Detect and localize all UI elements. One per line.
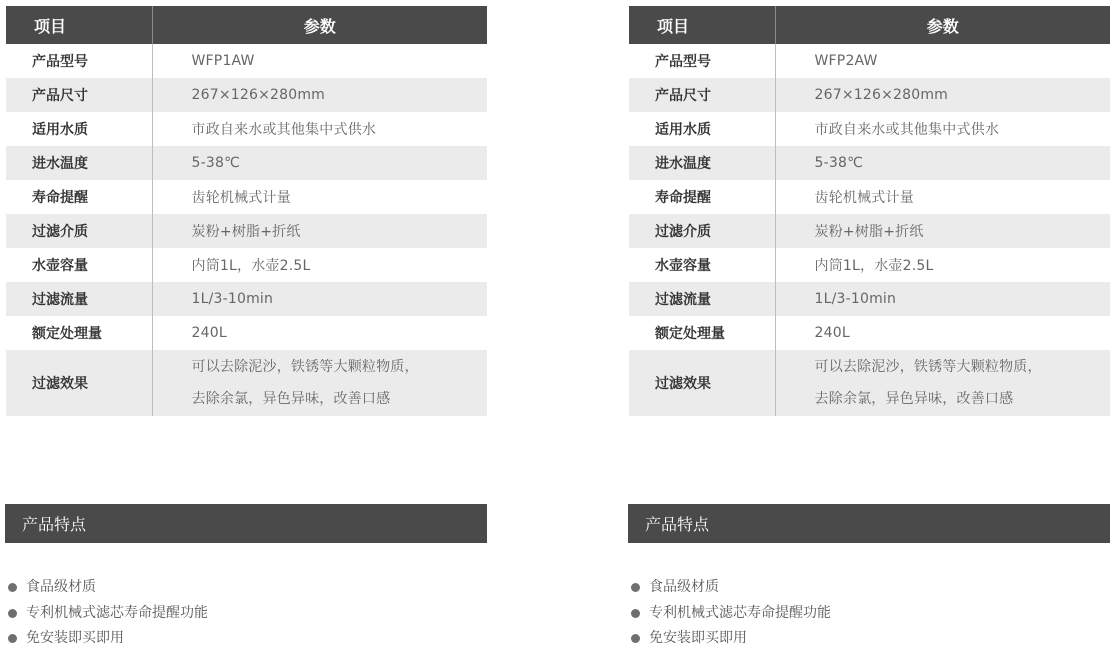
list-item xyxy=(628,601,1110,627)
row-key: 过滤流量 xyxy=(629,282,775,316)
table-row xyxy=(6,78,487,112)
table-row xyxy=(629,112,1110,146)
feature-text: 专利机械式滤芯寿命提醒功能 xyxy=(649,604,831,621)
features-section-left xyxy=(5,504,487,652)
row-key: 寿命提醒 xyxy=(629,180,775,214)
feature-text: 免安装即买即用 xyxy=(649,630,747,646)
row-key: 产品型号 xyxy=(6,44,152,78)
row-value: 市政自来水或其他集中式供水 xyxy=(152,112,487,146)
column-header-item: 项目 xyxy=(6,6,152,44)
row-value: 5-38℃ xyxy=(152,146,487,180)
row-value: 炭粉+树脂+折纸 xyxy=(152,214,487,248)
table-row xyxy=(629,248,1110,282)
row-value: WFP2AW xyxy=(775,44,1110,78)
list-item xyxy=(628,575,1110,601)
list-item xyxy=(5,601,487,627)
features-title: 产品特点 xyxy=(5,504,487,543)
bullet-dot-icon xyxy=(8,609,17,618)
features-list xyxy=(5,575,487,652)
row-key: 产品尺寸 xyxy=(6,78,152,112)
row-key: 适用水质 xyxy=(629,112,775,146)
list-item xyxy=(5,575,487,601)
spec-table-wfp2aw-panel xyxy=(629,6,1110,416)
table-row xyxy=(629,146,1110,180)
row-key: 过滤介质 xyxy=(6,214,152,248)
column-header-value: 参数 xyxy=(775,6,1110,44)
table-header-row xyxy=(6,6,487,44)
row-value: 240L xyxy=(152,316,487,350)
table-row xyxy=(6,282,487,316)
table-row xyxy=(629,44,1110,78)
row-value-line: 去除余氯，异色异味，改善口感 xyxy=(191,391,391,407)
row-value: 5-38℃ xyxy=(775,146,1110,180)
column-header-item: 项目 xyxy=(629,6,775,44)
table-row xyxy=(6,350,487,416)
row-value-line: 可以去除泥沙，铁锈等大颗粒物质， xyxy=(191,359,419,375)
row-value: 267×126×280mm xyxy=(775,78,1110,112)
features-title: 产品特点 xyxy=(628,504,1110,543)
table-row xyxy=(6,112,487,146)
row-key: 过滤效果 xyxy=(629,350,775,416)
feature-text: 免安装即买即用 xyxy=(26,630,124,646)
table-row xyxy=(6,316,487,350)
table-row xyxy=(629,350,1110,416)
row-value: 240L xyxy=(775,316,1110,350)
bullet-dot-icon xyxy=(8,583,17,592)
row-value: 267×126×280mm xyxy=(152,78,487,112)
table-row xyxy=(6,248,487,282)
features-section-right xyxy=(628,504,1110,652)
row-key: 额定处理量 xyxy=(629,316,775,350)
row-value: 内筒1L，水壶2.5L xyxy=(152,248,487,282)
row-value-line: 去除余氯，异色异味，改善口感 xyxy=(814,391,1014,407)
row-value-line: 可以去除泥沙，铁锈等大颗粒物质， xyxy=(814,359,1042,375)
row-value: 市政自来水或其他集中式供水 xyxy=(775,112,1110,146)
table-row xyxy=(629,282,1110,316)
row-key: 进水温度 xyxy=(6,146,152,180)
list-item xyxy=(628,626,1110,652)
table-row xyxy=(6,146,487,180)
row-key: 过滤流量 xyxy=(6,282,152,316)
column-header-value: 参数 xyxy=(152,6,487,44)
row-value: 齿轮机械式计量 xyxy=(152,180,487,214)
spec-table xyxy=(6,6,487,416)
bullet-dot-icon xyxy=(631,634,640,643)
row-key: 过滤效果 xyxy=(6,350,152,416)
row-value: 1L/3-10min xyxy=(152,282,487,316)
bullet-dot-icon xyxy=(8,634,17,643)
row-key: 额定处理量 xyxy=(6,316,152,350)
row-value-multiline xyxy=(152,350,487,416)
row-key: 进水温度 xyxy=(629,146,775,180)
feature-text: 专利机械式滤芯寿命提醒功能 xyxy=(26,604,208,621)
row-key: 寿命提醒 xyxy=(6,180,152,214)
row-key: 产品尺寸 xyxy=(629,78,775,112)
row-value: WFP1AW xyxy=(152,44,487,78)
row-value: 1L/3-10min xyxy=(775,282,1110,316)
row-value: 炭粉+树脂+折纸 xyxy=(775,214,1110,248)
feature-text: 食品级材质 xyxy=(26,579,96,595)
table-row xyxy=(629,78,1110,112)
row-key: 产品型号 xyxy=(629,44,775,78)
row-key: 适用水质 xyxy=(6,112,152,146)
table-row xyxy=(629,214,1110,248)
feature-text: 食品级材质 xyxy=(649,579,719,595)
row-value: 齿轮机械式计量 xyxy=(775,180,1110,214)
table-header-row xyxy=(629,6,1110,44)
table-row xyxy=(6,214,487,248)
table-row xyxy=(6,44,487,78)
row-value: 内筒1L，水壶2.5L xyxy=(775,248,1110,282)
bullet-dot-icon xyxy=(631,583,640,592)
list-item xyxy=(5,626,487,652)
table-row xyxy=(629,316,1110,350)
row-key: 水壶容量 xyxy=(6,248,152,282)
bullet-dot-icon xyxy=(631,609,640,618)
table-row xyxy=(629,180,1110,214)
row-key: 过滤介质 xyxy=(629,214,775,248)
table-row xyxy=(6,180,487,214)
spec-table xyxy=(629,6,1110,416)
row-key: 水壶容量 xyxy=(629,248,775,282)
spec-table-wfp1aw-panel xyxy=(6,6,487,416)
row-value-multiline xyxy=(775,350,1110,416)
features-list xyxy=(628,575,1110,652)
